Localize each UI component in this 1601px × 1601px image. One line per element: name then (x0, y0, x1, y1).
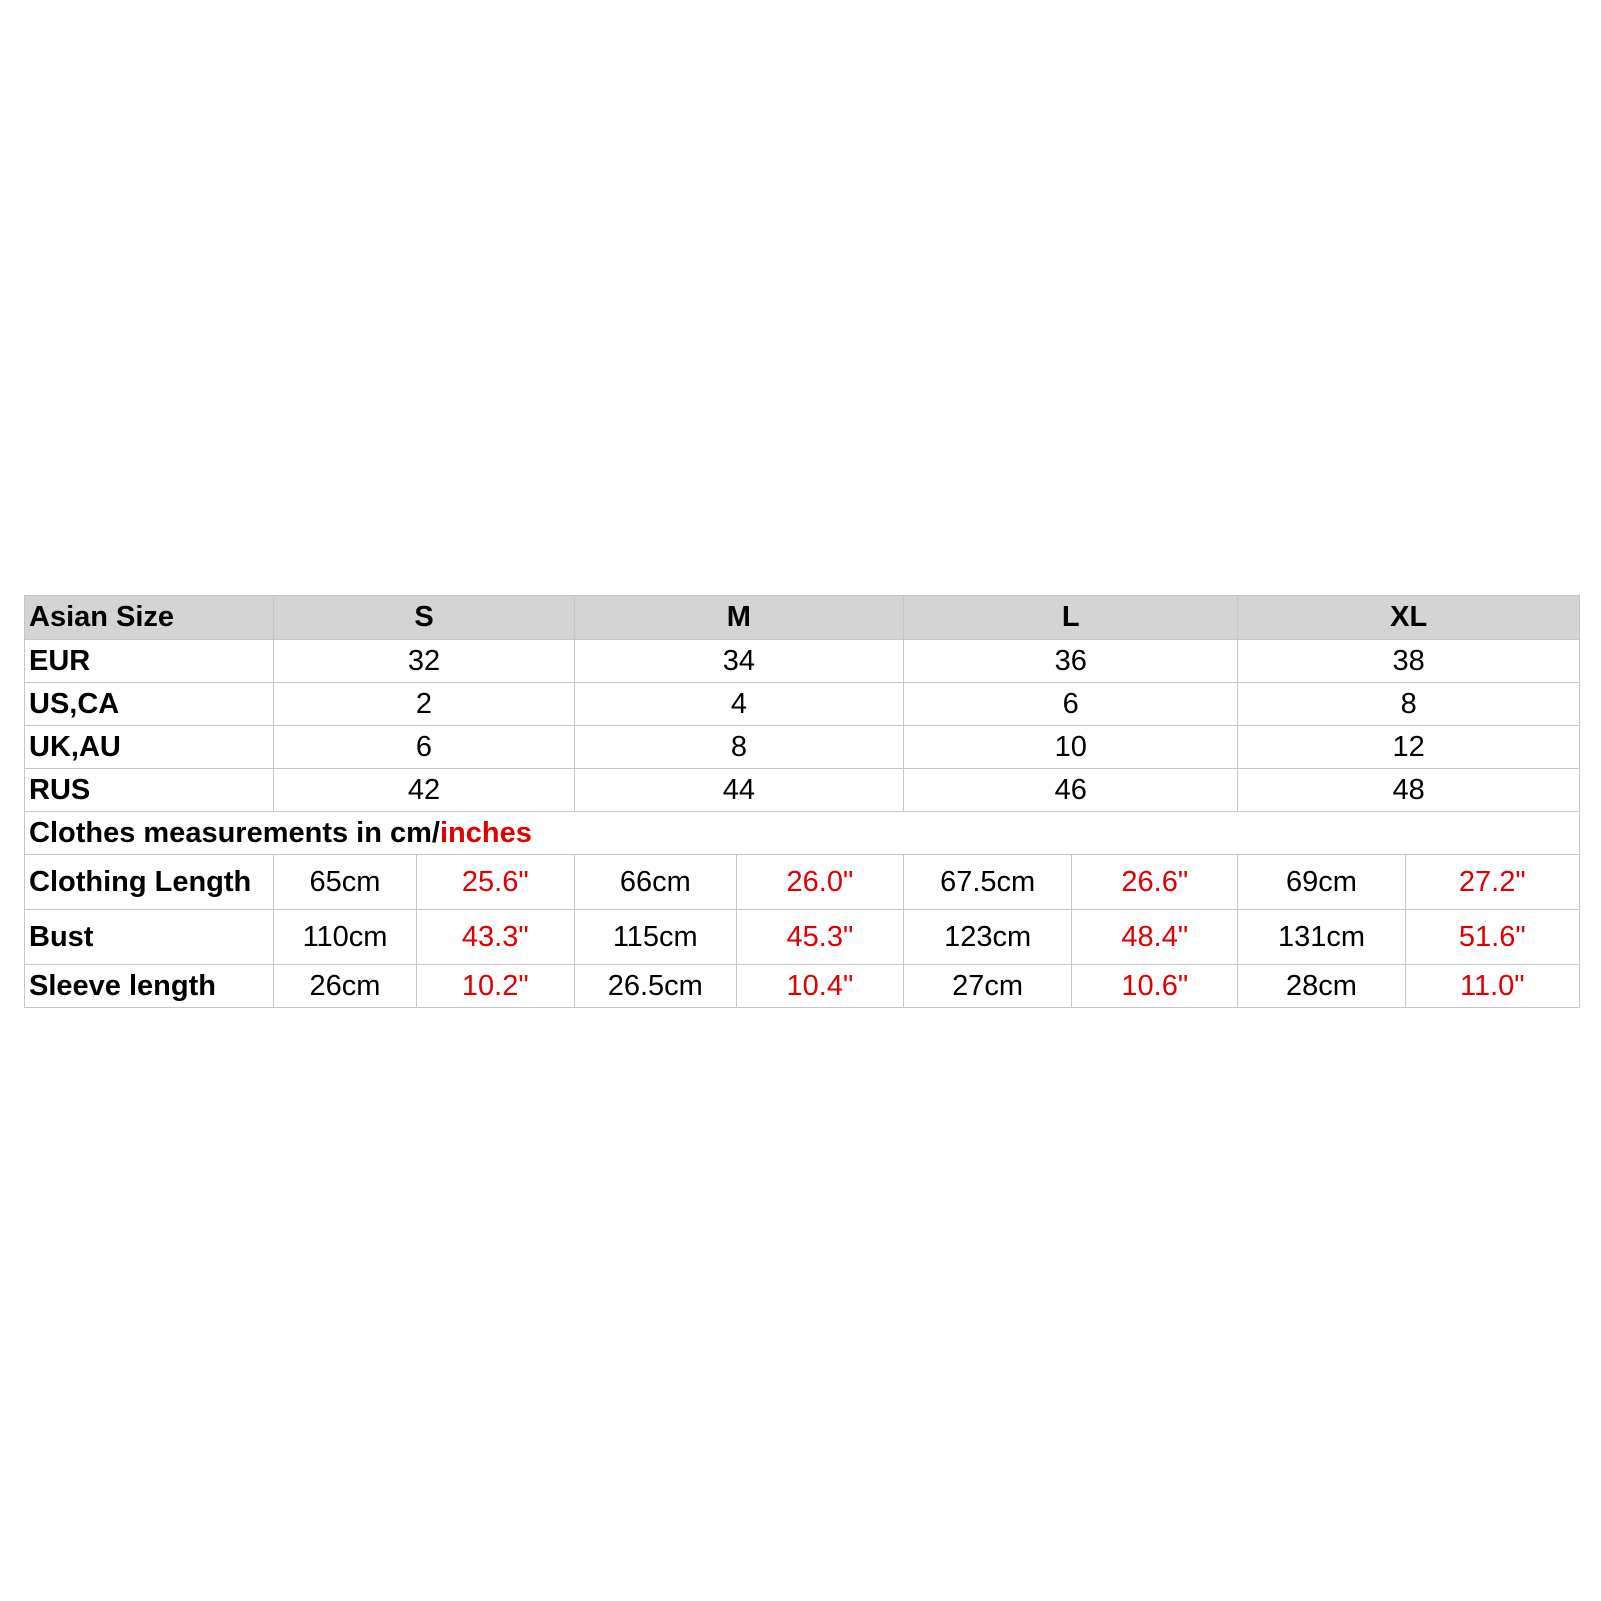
row-label: Clothing Length (25, 855, 274, 910)
row-label: Sleeve length (25, 965, 274, 1008)
table-cell: 10 (904, 726, 1238, 769)
size-header-s: S (274, 596, 575, 640)
row-label: Bust (25, 910, 274, 965)
cm-cell: 28cm (1238, 965, 1405, 1008)
inch-cell: 43.3" (416, 910, 574, 965)
inch-cell: 48.4" (1072, 910, 1238, 965)
table-cell: 6 (274, 726, 575, 769)
table-row-rus (25, 769, 1580, 812)
cm-cell: 115cm (574, 910, 736, 965)
table-cell: 46 (904, 769, 1238, 812)
header-row (25, 596, 1580, 640)
table-row-eur (25, 640, 1580, 683)
table-cell: 38 (1238, 640, 1580, 683)
measurements-title-row (25, 812, 1580, 855)
size-header-l: L (904, 596, 1238, 640)
table-cell: 12 (1238, 726, 1580, 769)
row-label: US,CA (25, 683, 274, 726)
table-cell: 6 (904, 683, 1238, 726)
table-row-us-ca (25, 683, 1580, 726)
cm-cell: 110cm (274, 910, 417, 965)
inch-cell: 45.3" (736, 910, 903, 965)
cm-cell: 26cm (274, 965, 417, 1008)
inch-cell: 10.6" (1072, 965, 1238, 1008)
measurements-title-prefix: Clothes measurements in cm/ (29, 816, 440, 849)
cm-cell: 131cm (1238, 910, 1405, 965)
inch-cell: 11.0" (1405, 965, 1579, 1008)
row-label: RUS (25, 769, 274, 812)
inch-cell: 10.4" (736, 965, 903, 1008)
cm-cell: 67.5cm (904, 855, 1072, 910)
table-cell: 2 (274, 683, 575, 726)
header-label: Asian Size (25, 596, 274, 640)
cm-cell: 69cm (1238, 855, 1405, 910)
cm-cell: 65cm (274, 855, 417, 910)
table-row-uk-au (25, 726, 1580, 769)
cm-cell: 66cm (574, 855, 736, 910)
table-cell: 34 (574, 640, 903, 683)
size-chart (24, 595, 1580, 1008)
table-cell: 8 (574, 726, 903, 769)
table-cell: 32 (274, 640, 575, 683)
inch-cell: 25.6" (416, 855, 574, 910)
row-label: UK,AU (25, 726, 274, 769)
table-row-bust (25, 910, 1580, 965)
table-cell: 42 (274, 769, 575, 812)
inch-cell: 26.6" (1072, 855, 1238, 910)
size-header-m: M (574, 596, 903, 640)
inch-cell: 27.2" (1405, 855, 1579, 910)
row-label: EUR (25, 640, 274, 683)
size-header-xl: XL (1238, 596, 1580, 640)
table-cell: 36 (904, 640, 1238, 683)
size-table (24, 595, 1580, 1008)
cm-cell: 26.5cm (574, 965, 736, 1008)
table-cell: 48 (1238, 769, 1580, 812)
table-cell: 8 (1238, 683, 1580, 726)
table-row-sleeve-length (25, 965, 1580, 1008)
inch-cell: 26.0" (736, 855, 903, 910)
cm-cell: 123cm (904, 910, 1072, 965)
inch-cell: 10.2" (416, 965, 574, 1008)
cm-cell: 27cm (904, 965, 1072, 1008)
table-cell: 44 (574, 769, 903, 812)
measurements-title-highlight: inches (439, 816, 532, 849)
table-cell: 4 (574, 683, 903, 726)
table-row-clothing-length (25, 855, 1580, 910)
inch-cell: 51.6" (1405, 910, 1579, 965)
measurements-title (25, 812, 1580, 855)
